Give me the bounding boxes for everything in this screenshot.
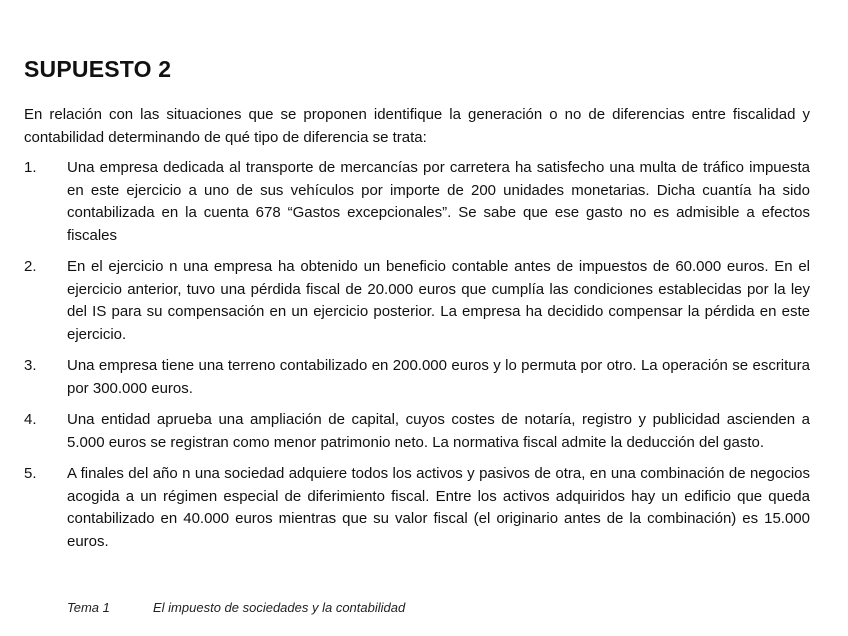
list-item	[24, 463, 810, 553]
footer-tema: Tema 1	[67, 600, 110, 615]
list-item-text: Una empresa dedicada al transporte de mercancías por carretera ha satisfecho una multa de tráfico impuesta en este ejercicio a uno de sus vehículos por importe de 200 unidades monetarias. Dicha cuantía ha sido contabilizada en la cuenta 678 “Gastos excepcionales”. Se sabe que ese gasto no es admisible a efectos fiscales	[67, 159, 810, 244]
list-item-text: Una entidad aprueba una ampliación de capital, cuyos costes de notaría, registro y publicidad ascienden a 5.000 euros se registran como menor patrimonio neto. La normativa fiscal admite la deducción del gasto.	[67, 411, 810, 451]
list-item-number: 1.	[24, 159, 37, 176]
list-item	[24, 256, 810, 346]
list-item-text: A finales del año n una sociedad adquiere todos los activos y pasivos de otra, en una combinación de negocios acogida a un régimen especial de diferimiento fiscal. Entre los activos adquiridos hay un edificio que queda contabilizado en 40.000 euros mientras que su valor fiscal (el originario antes de la combinación) es 15.000 euros.	[67, 465, 810, 550]
list-item-text: Una empresa tiene una terreno contabilizado en 200.000 euros y lo permuta por otro. La operación se escritura por 300.000 euros.	[67, 357, 810, 397]
page-footer	[67, 600, 405, 615]
list-item-number: 4.	[24, 411, 37, 428]
list-item	[24, 409, 810, 454]
list-item-number: 5.	[24, 465, 37, 482]
list-item	[24, 355, 810, 400]
intro-paragraph: En relación con las situaciones que se proponen identifique la generación o no de diferencias entre fiscalidad y contabilidad determinando de qué tipo de diferencia se trata:	[24, 106, 810, 146]
list-item	[24, 157, 810, 247]
page-title: SUPUESTO 2	[24, 56, 172, 82]
list-item-text: En el ejercicio n una empresa ha obtenido un beneficio contable antes de impuestos de 60.000 euros. En el ejercicio anterior, tuvo una pérdida fiscal de 20.000 euros que cumplía las condiciones establecidas por la ley del IS para su compensación en un ejercicio posterior. La empresa ha decidido compensar la pérdida en este ejercicio.	[67, 258, 810, 343]
document-page	[24, 0, 810, 636]
footer-subject: El impuesto de sociedades y la contabilidad	[153, 600, 406, 615]
list-item-number: 2.	[24, 258, 37, 275]
exercise-list	[24, 157, 810, 562]
list-item-number: 3.	[24, 357, 37, 374]
